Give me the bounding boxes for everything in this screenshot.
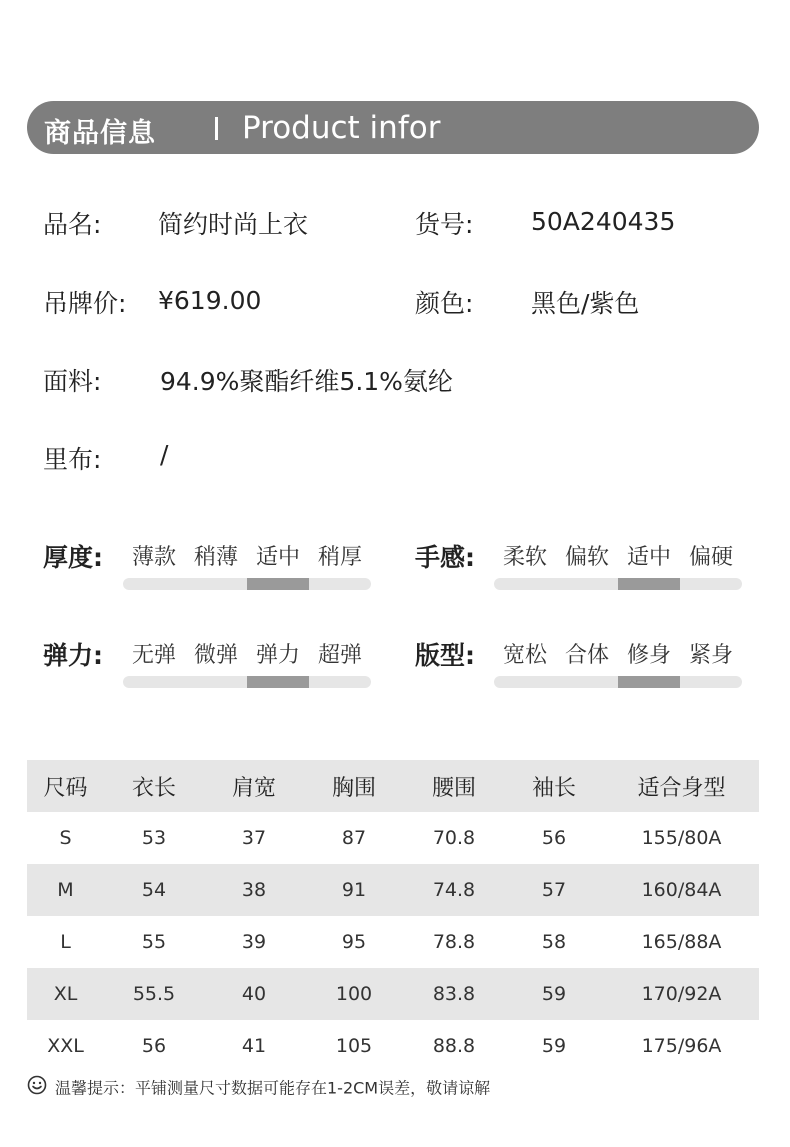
table-cell: M: [27, 864, 104, 916]
table-cell: 56: [541, 827, 567, 849]
table-cell: 70.8: [432, 827, 476, 849]
header-title-en: Product infor: [242, 110, 441, 146]
scale-fill: [618, 578, 680, 590]
table-cell: 155/80A: [641, 827, 722, 849]
table-cell: 175/96A: [641, 1035, 722, 1057]
column-header: 肩宽: [204, 760, 304, 812]
table-cell: 40: [204, 968, 304, 1020]
price-value: ¥619.00: [158, 286, 262, 315]
table-cell: 58: [541, 931, 567, 953]
thickness-label: 厚度:: [43, 543, 103, 572]
table-row: [27, 1020, 759, 1072]
table-cell: 78.8: [432, 931, 476, 953]
table-cell: 38: [204, 864, 304, 916]
table-cell: 55.5: [104, 968, 204, 1020]
sku-value: 50A240435: [531, 207, 676, 236]
table-row: [27, 812, 759, 864]
table-cell: 59: [541, 1035, 567, 1057]
scale-option: 修身: [626, 643, 671, 668]
table-cell: 37: [241, 827, 267, 849]
table-cell: 165/88A: [641, 931, 722, 953]
scale-option: 稍厚: [317, 545, 362, 570]
table-header-row: [27, 760, 759, 812]
table-row: [27, 916, 759, 968]
tip-text: 温馨提示：平铺测量尺寸数据可能存在1-2CM误差，敬请谅解: [55, 1078, 491, 1098]
table-cell: 83.8: [404, 968, 504, 1020]
color-label: 颜色:: [415, 289, 474, 318]
table-cell: 87: [341, 827, 367, 849]
table-cell: 91: [304, 864, 404, 916]
name-label: 品名:: [43, 210, 102, 239]
table-cell: 39: [241, 931, 267, 953]
table-cell: 55: [141, 931, 167, 953]
table-cell: 88.8: [432, 1035, 476, 1057]
table-cell: 59: [504, 968, 604, 1020]
table-cell: 95: [341, 931, 367, 953]
column-header: 袖长: [504, 760, 604, 812]
table-cell: 54: [104, 864, 204, 916]
table-cell: 53: [141, 827, 167, 849]
fabric-label: 面料:: [43, 367, 102, 396]
scale-track: [123, 578, 371, 590]
table-cell: 100: [304, 968, 404, 1020]
scale-option: 微弹: [193, 643, 238, 668]
scale-option: 超弹: [317, 643, 362, 668]
column-header: 尺码: [27, 760, 104, 812]
table-cell: 41: [241, 1035, 267, 1057]
table-cell: 160/84A: [604, 864, 759, 916]
column-header: 胸围: [304, 760, 404, 812]
lining-label: 里布:: [43, 445, 102, 474]
table-row: [27, 968, 759, 1020]
scale-option: 适中: [626, 545, 671, 570]
scale-option: 偏软: [564, 545, 609, 570]
scale-option: 弹力: [255, 643, 300, 668]
scale-option: 柔软: [502, 545, 547, 570]
table-cell: 74.8: [404, 864, 504, 916]
scale-fill: [618, 676, 680, 688]
scale-track: [494, 676, 742, 688]
fabric-value: 94.9%聚酯纤维5.1%氨纶: [160, 367, 453, 396]
table-cell: S: [59, 827, 72, 849]
column-header: 腰围: [404, 760, 504, 812]
scale-option: 稍薄: [193, 545, 238, 570]
scale-option: 宽松: [502, 643, 547, 668]
scale-option: 适中: [255, 545, 300, 570]
hand-feel-label: 手感:: [415, 543, 475, 572]
column-header: 适合身型: [604, 760, 759, 812]
scale-track: [494, 578, 742, 590]
name-value: 简约时尚上衣: [158, 210, 309, 239]
measurement-tip: [27, 1075, 490, 1099]
header-divider: [215, 117, 218, 140]
header-title-cn: 商品信息: [44, 118, 156, 149]
scale-option: 紧身: [688, 643, 733, 668]
table-cell: 57: [504, 864, 604, 916]
elasticity-label: 弹力:: [43, 641, 103, 670]
table-cell: XXL: [47, 1035, 84, 1057]
scale-track: [123, 676, 371, 688]
price-label: 吊牌价:: [43, 289, 127, 318]
scale-option: 合体: [564, 643, 609, 668]
section-header: [27, 101, 759, 154]
table-cell: 105: [335, 1035, 373, 1057]
table-cell: L: [60, 931, 71, 953]
table-cell: XL: [27, 968, 104, 1020]
scale-option: 无弹: [131, 643, 176, 668]
table-row: [27, 864, 759, 916]
column-header: 衣长: [104, 760, 204, 812]
smiley-icon: [27, 1075, 47, 1099]
scale-option: 薄款: [131, 545, 176, 570]
sku-label: 货号:: [415, 210, 474, 239]
table-cell: 170/92A: [604, 968, 759, 1020]
scale-fill: [247, 578, 309, 590]
scale-fill: [247, 676, 309, 688]
scale-option: 偏硬: [688, 545, 733, 570]
table-cell: 56: [141, 1035, 167, 1057]
size-table: [27, 760, 759, 1072]
color-value: 黑色/紫色: [531, 289, 640, 318]
lining-value: /: [160, 440, 169, 469]
fit-label: 版型:: [415, 641, 475, 670]
